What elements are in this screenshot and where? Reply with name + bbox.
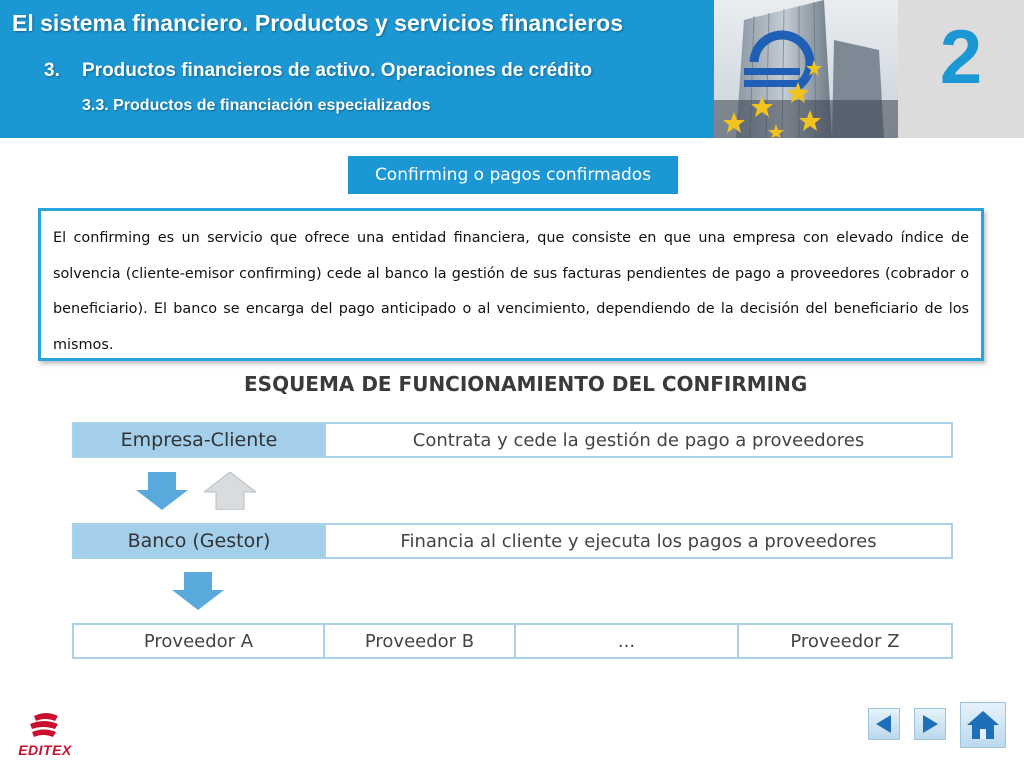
scheme-row-client <box>72 422 953 458</box>
subsection-heading: 3.3. Productos de financiación especializados <box>82 97 431 114</box>
section-heading-text: Productos financieros de activo. Operaciones de crédito <box>82 60 592 81</box>
next-icon <box>919 713 941 735</box>
logo-text: EDITEX <box>18 742 72 758</box>
next-button[interactable] <box>914 708 946 740</box>
previous-icon <box>873 713 895 735</box>
home-button[interactable] <box>960 702 1006 748</box>
previous-button[interactable] <box>868 708 900 740</box>
client-description: Contrata y cede la gestión de pago a proveedores <box>412 429 865 451</box>
description-box <box>38 208 984 361</box>
header-bar <box>0 0 1024 138</box>
arrow-down-icon <box>172 572 224 610</box>
bank-label: Banco (Gestor) <box>74 525 326 557</box>
scheme-row-providers <box>72 623 953 659</box>
section-heading <box>44 60 592 82</box>
provider-cell: Proveedor A <box>74 625 325 657</box>
scheme-title: ESQUEMA DE FUNCIONAMIENTO DEL CONFIRMING <box>244 372 808 396</box>
unit-number-box <box>898 0 1024 138</box>
page-title: El sistema financiero. Productos y servicios financieros <box>12 10 624 36</box>
provider-cell: ... <box>516 625 739 657</box>
arrow-down-icon <box>136 472 188 510</box>
unit-number: 2 <box>939 15 983 100</box>
bank-description: Financia al cliente y ejecuta los pagos a proveedores <box>400 530 877 552</box>
ecb-tower-photo <box>714 0 898 138</box>
provider-cell: Proveedor B <box>325 625 516 657</box>
section-label: Confirming o pagos confirmados <box>348 156 678 194</box>
provider-cell: Proveedor Z <box>790 630 900 652</box>
description-text: El confirming es un servicio que ofrece una entidad financiera, que consiste en que una empresa con elevado índice de solvencia (cliente-emisor confirming) cede al banco la gestión de sus facturas pendientes de pago a proveedores (cobrador o beneficiario). El banco se encarga del pago anticipado o al vencimiento, dependiendo de la decisión del beneficiario de los mismos. <box>53 230 969 353</box>
editex-logo <box>10 712 80 760</box>
arrow-up-icon <box>204 472 256 510</box>
client-label: Empresa-Cliente <box>74 424 326 456</box>
home-icon <box>966 709 1000 741</box>
editex-logo-mark <box>10 712 80 742</box>
section-number: 3. <box>44 60 60 81</box>
scheme-row-bank <box>72 523 953 559</box>
